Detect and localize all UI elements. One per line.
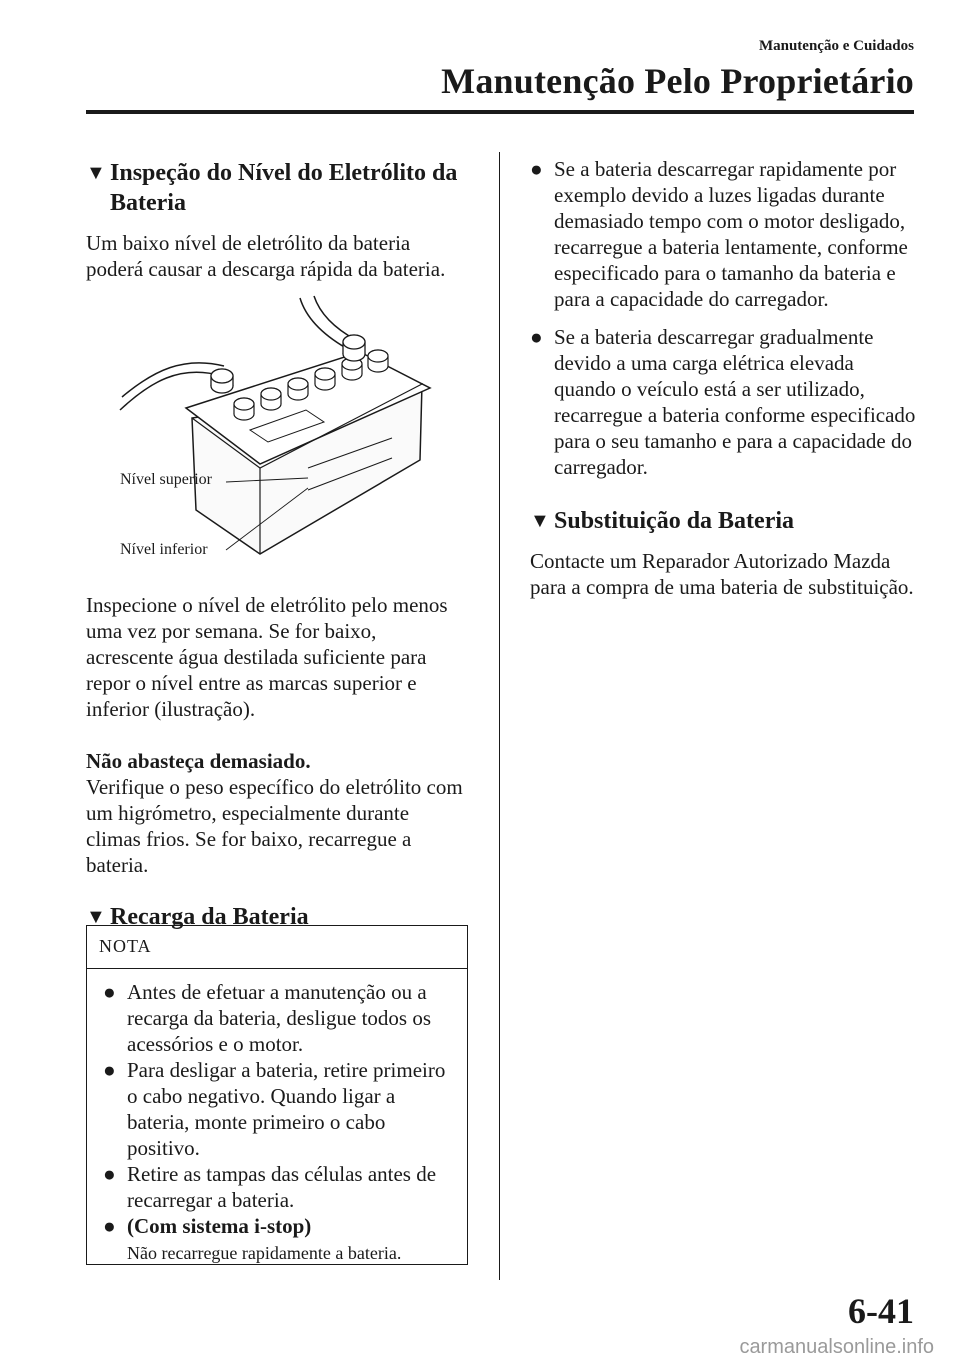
list-item: ● Para desligar a bateria, retire primeiro o cabo negativo. Quando ligar a bateria, monte primeiro o cabo positivo. xyxy=(103,1058,446,1160)
note-title: NOTA xyxy=(87,926,467,969)
list-item xyxy=(103,1213,457,1266)
bullet-icon: ● xyxy=(103,980,116,1004)
paragraph-warning-bold: Não abasteça demasiado. xyxy=(86,749,311,773)
heading-inspecao xyxy=(86,158,468,218)
istop-text: Não recarregue rapidamente a bateria. xyxy=(127,1243,402,1263)
bullet-icon: ● xyxy=(530,157,543,181)
heading-inspecao-text: Inspeção do Nível do Eletrólito da Bateria xyxy=(110,160,458,216)
bullet-icon: ● xyxy=(103,1162,116,1186)
note-body xyxy=(87,969,467,1266)
left-column-lower xyxy=(86,592,468,932)
heading-substituicao-text: Substituição da Bateria xyxy=(554,508,795,534)
bullet-icon: ● xyxy=(103,1214,116,1238)
label-nivel-superior: Nível superior xyxy=(120,471,212,488)
paragraph-substituicao: Contacte um Reparador Autorizado Mazda para a compra de uma bateria de substituição. xyxy=(530,549,914,599)
page-title: Manutenção Pelo Proprietário xyxy=(441,61,914,101)
heading-substituicao xyxy=(530,506,920,536)
column-divider xyxy=(499,152,500,1280)
left-column xyxy=(86,158,468,282)
paragraph-verifique: Verifique o peso específico do eletrólito com um higrómetro, especialmente durante climas frios. Se for baixo, recarregue a bateria. xyxy=(86,775,463,877)
paragraph-intro: Um baixo nível de eletrólito da bateria poderá causar a descarga rápida da bateria. xyxy=(86,231,446,281)
bullet-icon: ● xyxy=(103,1058,116,1082)
heading-recarga-text: Recarga da Bateria xyxy=(110,904,309,930)
triangle-down-icon: ▼ xyxy=(86,906,106,928)
note-box xyxy=(86,925,468,1265)
watermark: carmanualsonline.info xyxy=(739,1336,934,1358)
header-rule xyxy=(86,110,914,114)
triangle-down-icon: ▼ xyxy=(86,162,106,184)
paragraph-inspecione: Inspecione o nível de eletrólito pelo menos uma vez por semana. Se for baixo, acrescente água destilada suficiente para repor o nível entre as marcas superior e inferior (ilustração). xyxy=(86,593,448,721)
label-nivel-inferior: Nível inferior xyxy=(120,541,208,558)
istop-title: (Com sistema i-stop) xyxy=(127,1214,312,1238)
list-item: ● Antes de efetuar a manutenção ou a recarga da bateria, desligue todos os acessórios e o motor. xyxy=(103,980,431,1056)
right-column xyxy=(530,156,920,600)
list-item: ● Se a bateria descarregar rapidamente por exemplo devido a luzes ligadas durante demasiado tempo com o motor desligado, recarregue a bateria lentamente, conforme especificado para o tamanho da bateria e para a capacidade do carregador. xyxy=(530,157,908,311)
battery-illustration xyxy=(110,292,450,564)
page-number: 6-41 xyxy=(848,1291,914,1331)
list-item: ● Se a bateria descarregar gradualmente devido a uma carga elétrica elevada quando o veículo está a ser utilizado, recarregue a bateria conforme especificado para o seu tamanho e para a capacidade do carregador. xyxy=(530,325,916,479)
header-section: Manutenção e Cuidados xyxy=(758,38,914,54)
triangle-down-icon: ▼ xyxy=(530,510,550,532)
list-item: ● Retire as tampas das células antes de recarregar a bateria. xyxy=(103,1162,437,1212)
bullet-icon: ● xyxy=(530,325,543,349)
